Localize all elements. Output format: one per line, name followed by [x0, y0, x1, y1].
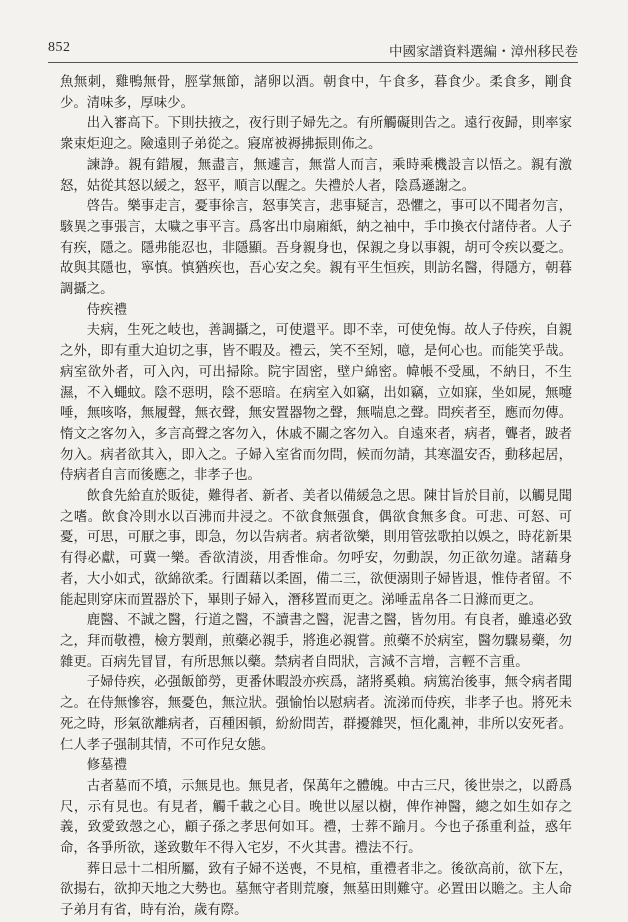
body-text [60, 73, 572, 922]
paragraph-3: 諫諍。親有錯履，無盡言，無遽言，無當人而言，乘時乘機設言以悟之。親有激怒，姑從其怒以緩之，怒平，順言以醒之。失禮於人者，陰爲遜謝之。 [60, 157, 572, 194]
running-title: 中國家譜資料選編・漳州移民卷 [389, 44, 578, 60]
page-number: 852 [48, 40, 71, 55]
paragraph-4: 啓告。樂事走言，憂事徐言，怒事笑言，悲事疑言，恐懼之，事可以不聞者勿言，駭異之事張言，太噦之事平言。爲客出巾扇廂紙，納之袖中，手巾換衣付諸侍者。人子有疾，隱之。隱弗能忍也，非隱顯。吾身親身也，保親之身以事親，胡可令疾以憂之。故與其隱也，寧慎。慎猶疾也，吾心安之矣。親有平生恒疾，則訪名醫，得隱方，朝暮調攝之。 [60, 199, 572, 298]
paragraph-11: 古者墓而不墳，示無見也。無見者，保萬年之體魄。中古三尺，後世崇之，以爵爲尺，示有見也。有見者，觸千載之心目。晚世以屋以樹，俾作神醫，總之如生如存之義，致愛致愨之心，顧子孫之孝思何如耳。禮，士葬不踰月。今也子孫重利益，惑年命，各爭所欲，遂致數年不得入宅岁，不火其書。禮法不行。 [60, 778, 572, 857]
paragraph-12: 葬日忌十二相所屬，致有子婦不送喪，不見棺，重禮者非之。後欲高前，欲下左，欲揚右，欲抑天地之大勢也。墓無守者則荒廢，無墓田則難守。必置田以贍之。主人命子弟月有省，時有治，歲有際。 [60, 861, 572, 919]
section-title-xiumu: 修墓禮 [86, 758, 127, 774]
paragraph-6: 夫病，生死之岐也，善調攝之，可使還平。即不幸，可使免悔。故人子侍疾，自親之外，即有重大迫切之事，皆不暇及。禮云，笑不至矧，噫，是何心也。而能笑乎哉。病室欲外者，可入內，可出掃除。院宇固密，壁户綿密。幃帳不受風，不納日，不生濕，不入蠅蚊。陰不惡明，陰不惡暗。在病室入如竊，出如竊，立如寐，坐如屍，無嚏唾，無咳咯，無履聲，無衣聲，無安置器物之聲，無喘息之聲。問疾者至，應而勿傳。惰文之客勿入，多言高聲之客勿入，休戚不關之客勿入。自遠來者，病者，聾者，跛者勿入。病者欲其入，即入之。子婦入室省而勿問，候而勿請，其寒溫安否，動移起居，侍病者自言而後應之，非孝子也。 [60, 323, 572, 484]
page-header [48, 38, 578, 58]
paragraph-2: 出入審高下。下則扶掖之，夜行則子婦先之。有所觸礙則告之。遠行夜歸，則率家衆束炬迎之。險遠則子弟從之。寢席被褥拂振則佈之。 [60, 116, 572, 153]
header-rule [48, 62, 578, 63]
paragraph-8: 鹿醫、不誠之醫，行道之醫，不讀書之醫，泥書之醫，皆勿用。有良者，雖遠必致之，拜而敬禮，檢方製劑，煎藥必親手，將進必親嘗。煎藥不於病室，醫勿驟易藥，勿雜更。百病先冒冒，有所思無以藥。禁病者自問狀，言減不言增，言輕不言重。 [60, 613, 572, 670]
paragraph-7: 飲食先給直於販徒，難得者、新者、美者以備緩急之思。陳甘旨於目前，以觸見聞之嗜。飲食冷則水以百沸而井浸之。不欲食無强食，偶欲食無多食。可悲、可怒、可憂，可思，可厭之事，即急，勿以告病者。病者欲樂，則用管弦歌拍以娛之，時花新果有得必獻，可冀一樂。香欲清淡，用香惟命。勿呼安，勿動誤，勿正欲勿違。諸藉身者，大小如式，欲綿欲柔。行圊藉以柔圄，備二三，欲便溺則子婦皆退，惟侍者留。不能起則穿床而置器於下，畢則子婦入，潛移置而更之。涕唾盂帛各二日滌而更之。 [60, 489, 572, 608]
paragraph-9: 子婦侍疾，必强飯節勞，更番休暇設亦疾爲，諸將奚賴。病篤治後事，無令病者聞之。在侍無慘容，無憂色，無泣狀。强愉怡以慰病者。流涕而侍疾，非孝子也。將死未死之時，形氣欲離病者，百種困頓，紛紛問苦，群擾雜哭，恒化亂神，非所以安死者。仁人孝子强制其情，不可作兒女態。 [60, 675, 572, 753]
section-title-shiji: 侍疾禮 [86, 302, 127, 318]
paragraph-1: 魚無刺，雞鴨無骨，脛掌無節，諸卵以酒。朝食中，午食多，暮食少。柔食多，剛食少。清味多，厚味少。 [60, 75, 572, 111]
